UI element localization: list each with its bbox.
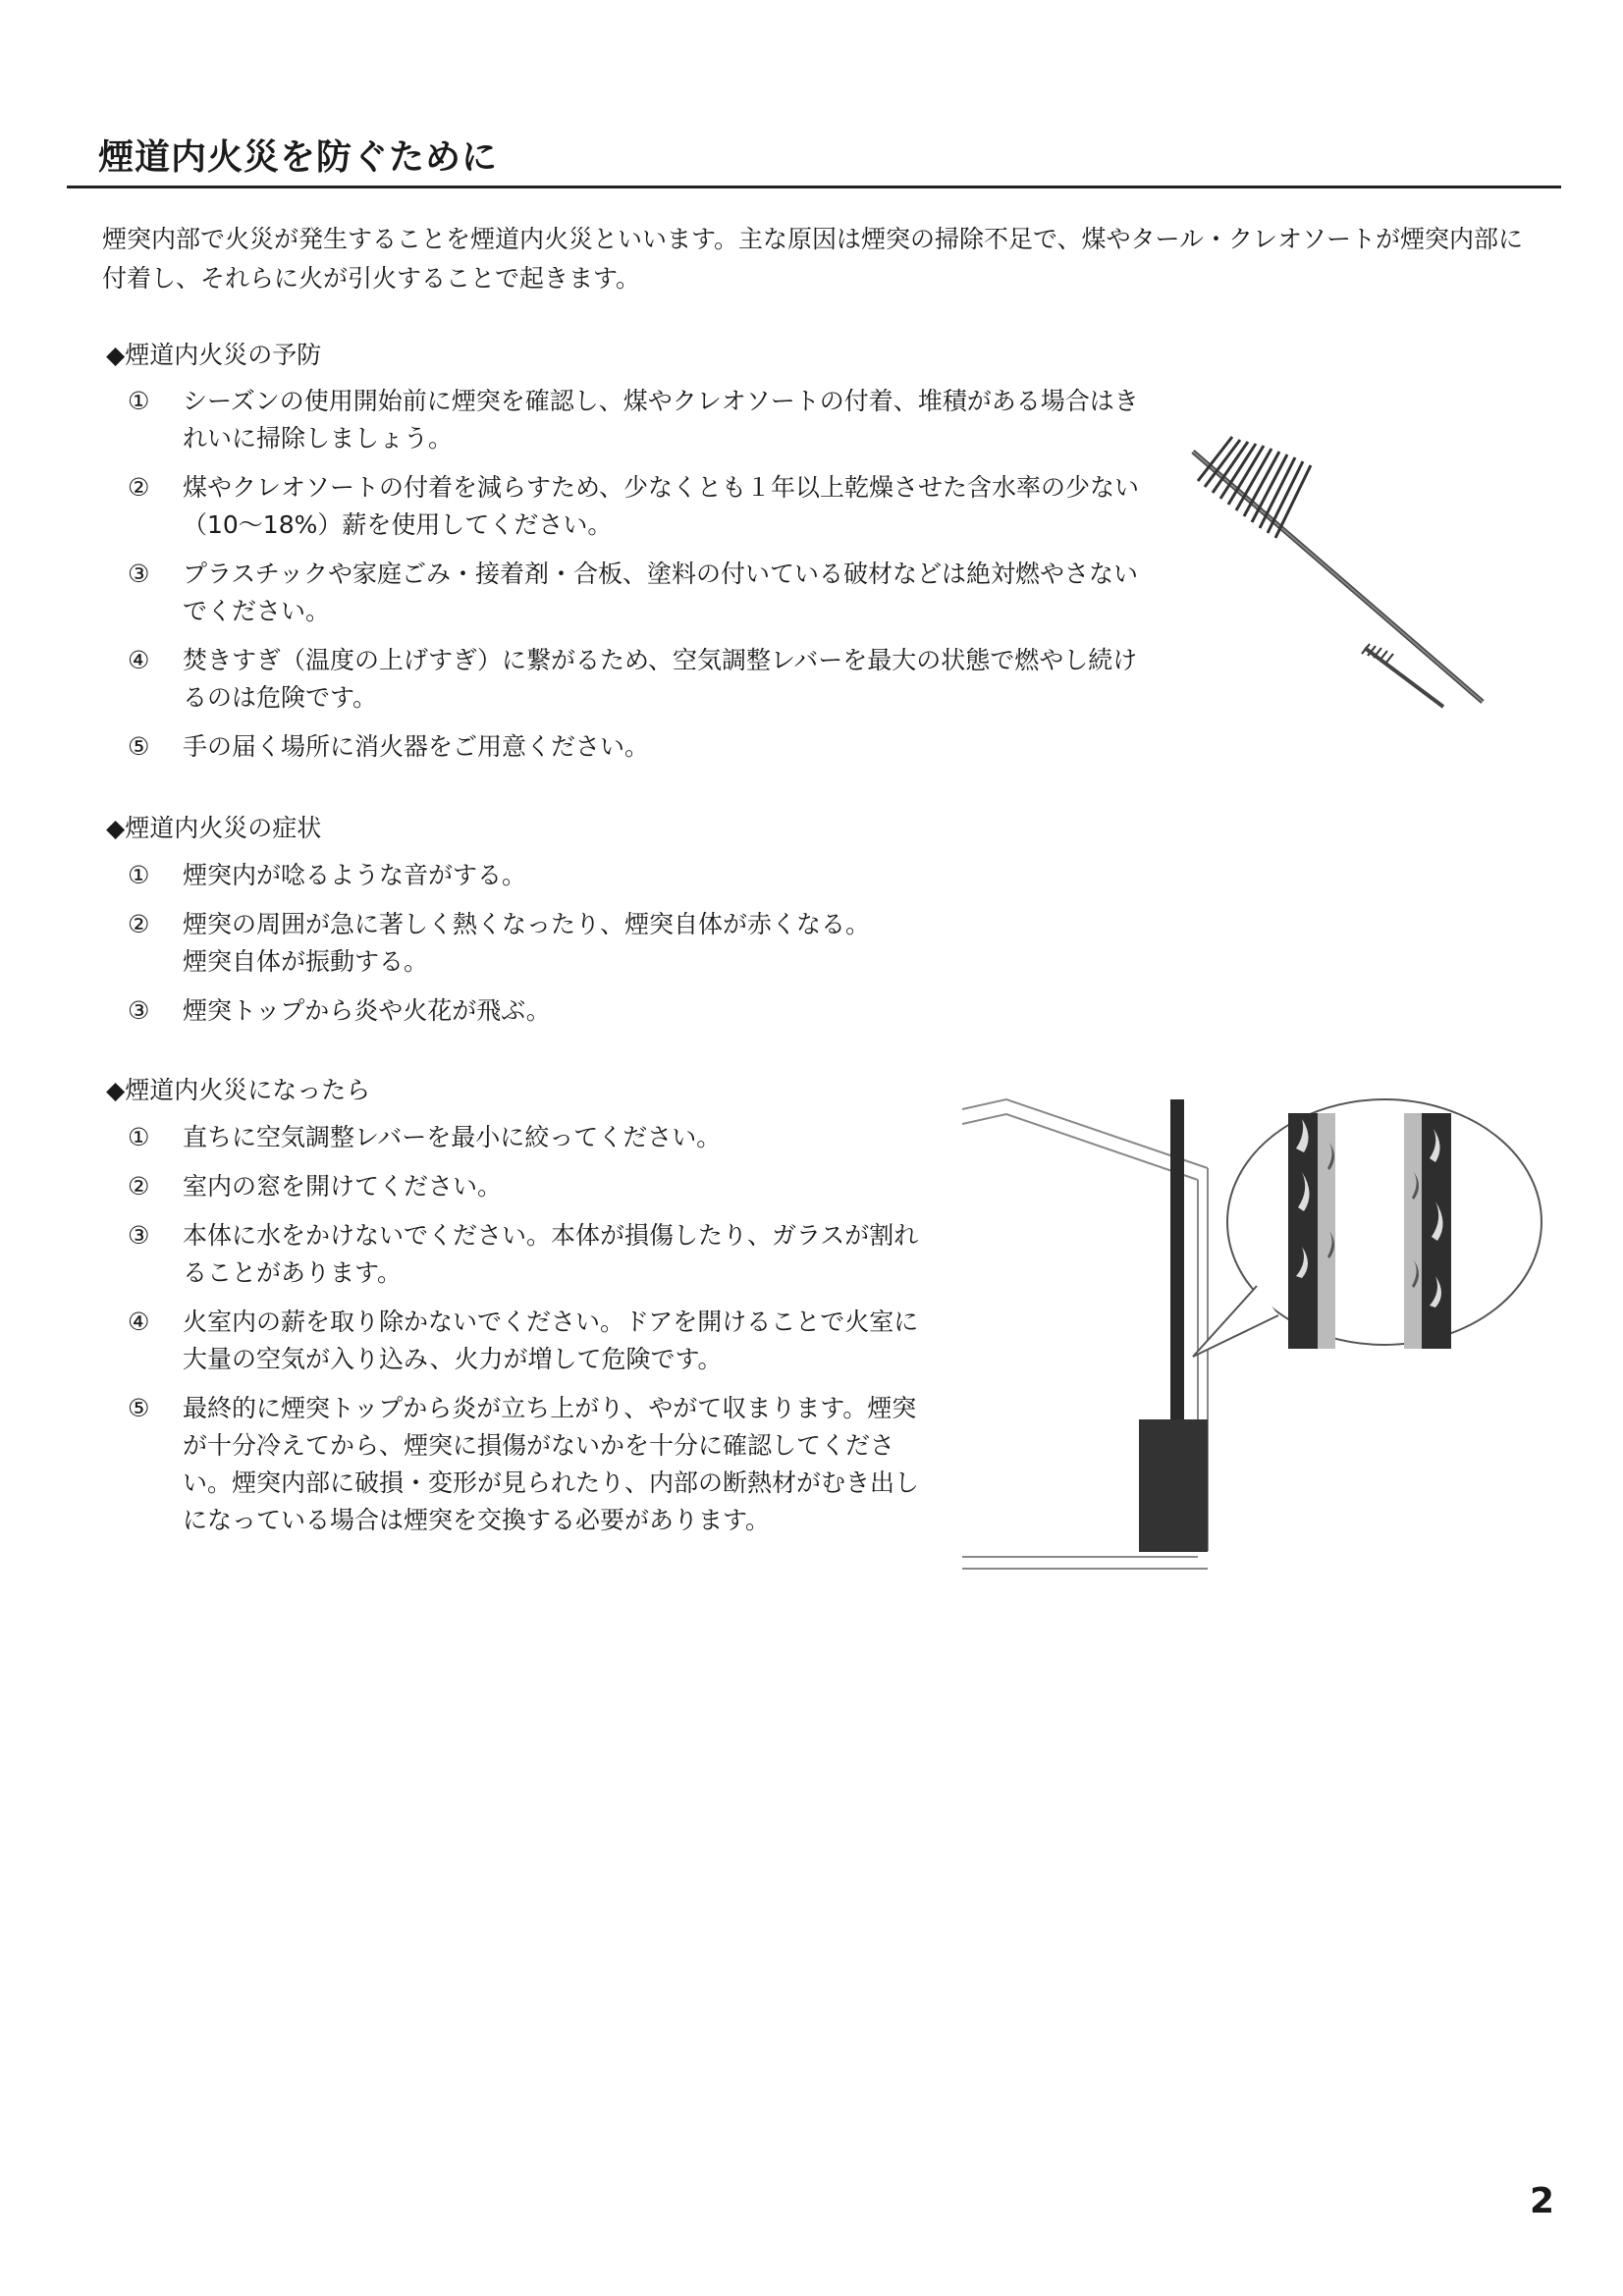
list-item: ⑤ 手の届く場所に消火器をご用意ください。 xyxy=(128,732,650,761)
chimney-brush-illustration xyxy=(1173,422,1507,717)
list-item: ① 煙突内が唸るような音がする。 xyxy=(128,861,527,889)
list-item: ④ 火室内の薪を取り除かないでください。ドアを開けることで火室に大量の空気が入り込み、火力が増して危険です。 xyxy=(128,1308,919,1373)
prevention-list xyxy=(0,383,1144,777)
list-item: ② 煙突の周囲が急に著しく熱くなったり、煙突自体が赤くなる。 煙突自体が振動する。 xyxy=(128,910,871,976)
list-item: ③ 煙突トップから炎や火花が飛ぶ。 xyxy=(128,996,551,1025)
chimney-fire-illustration xyxy=(962,1090,1551,1580)
section-heading-symptoms: ◆煙道内火災の症状 xyxy=(106,814,322,842)
list-item: ④ 焚きすぎ（温度の上げすぎ）に繋がるため、空気調整レバーを最大の状態で燃やし続けるのは危険です。 xyxy=(128,646,1138,712)
page-number: 2 xyxy=(1530,2181,1555,2221)
intro-paragraph: 煙突内部で火災が発生することを煙道内火災といいます。主な原因は煙突の掃除不足で、煤やタール・クレオソートが煙突内部に付着し、それらに火が引火することで起きます。 xyxy=(102,225,1524,293)
response-list xyxy=(0,1119,933,1551)
section-heading-response: ◆煙道内火災になったら xyxy=(106,1076,371,1104)
list-item: ③ 本体に水をかけないでください。本体が損傷したり、ガラスが割れることがあります。 xyxy=(128,1221,919,1287)
list-item: ② 室内の窓を開けてください。 xyxy=(128,1172,503,1201)
title-divider xyxy=(67,186,1561,188)
page-title: 煙道内火災を防ぐために xyxy=(98,137,499,178)
list-item: ① 直ちに空気調整レバーを最小に絞ってください。 xyxy=(128,1123,722,1151)
list-item: ② 煤やクレオソートの付着を減らすため、少なくとも１年以上乾燥させた含水率の少ない（10～18%）薪を使用してください。 xyxy=(128,473,1140,539)
symptoms-list xyxy=(0,857,982,1041)
list-item: ③ プラスチックや家庭ごみ・接着剤・合板、塗料の付いている破材などは絶対燃やさないでください。 xyxy=(128,560,1139,625)
list-item: ① シーズンの使用開始前に煙突を確認し、煤やクレオソートの付着、堆積がある場合はきれいに掃除しましょう。 xyxy=(128,387,1139,453)
list-item: ⑤ 最終的に煙突トップから炎が立ち上がり、やがて収まります。煙突が十分冷えてから、煙突に損傷がないかを十分に確認してください。煙突内部に破損・変形が見られたり、内部の断熱材がむき出しになっている場合は煙突を交換する必要があります。 xyxy=(128,1394,920,1534)
section-heading-prevention: ◆煙道内火災の予防 xyxy=(106,341,322,369)
